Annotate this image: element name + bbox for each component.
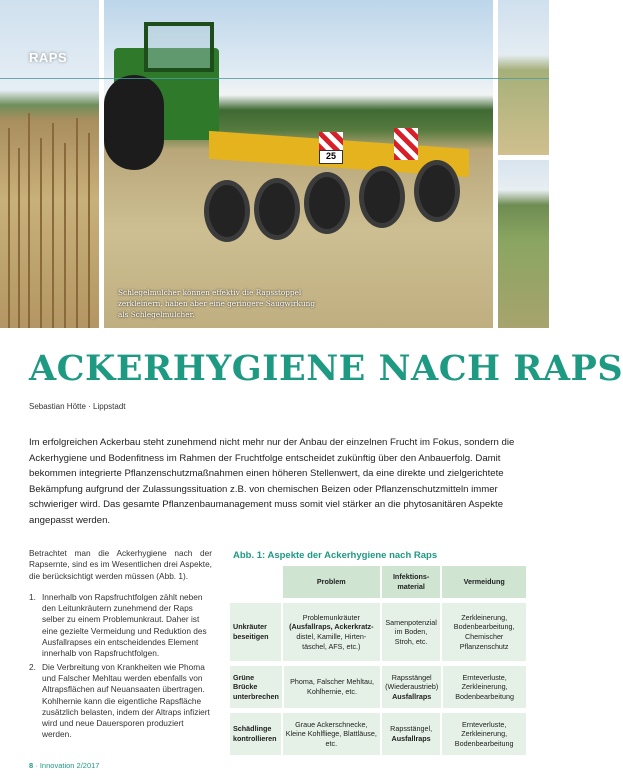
photo-tractor-mulcher (104, 0, 493, 328)
table-header-cell: Infektions-material (382, 566, 440, 598)
aspects-table (229, 566, 527, 755)
photo-strip (0, 0, 549, 328)
table-row (229, 603, 527, 661)
table-header-cell (230, 566, 281, 598)
table-cell-problem: Graue Ackerschnecke, Kleine Kohlfliege, Blattläuse, etc. (283, 713, 380, 755)
table-cell-aspect: Unkräuter beseitigen (230, 603, 281, 661)
mulcher-wheel (254, 178, 300, 240)
table-cell-problem: Problemunkräuter (Ausfallraps, Ackerkratz- distel, Kamille, Hirten- täschel, AFS, etc.) (283, 603, 380, 661)
issue-label: Innovation 2/2017 (39, 761, 100, 770)
section-label: RAPS (29, 50, 68, 65)
list-item: 1. Innerhalb von Rapsfruchtfolgen zählt neben den Leitunkräutern zunehmend der Raps selber zu einem Problemunkraut. Daher ist eine gezielte Vermeidung und Reduktion des Ausfallrapses ein entscheidendes Element innerhalb von Rapsfruchtfolgen. (29, 591, 207, 659)
table-row (229, 666, 527, 708)
table-cell-aspect: Schädlinge kontrollieren (230, 713, 281, 755)
table-row (229, 713, 527, 755)
list-item: 2. Die Verbreitung von Krankheiten wie Phoma und Falscher Mehltau werden ebenfalls von Altrapsflächen auf Neuansaaten übertragen. Kohlhernie kann die eigentliche Rapsfläche zusätzlich belasten, indem der Altraps infiziert wird und neue Dauersporen produziert werden. (29, 661, 210, 740)
article-title: ACKERHYGIENE NACH RAPS (29, 348, 623, 389)
mulcher-wheel (359, 166, 405, 228)
warning-sign (394, 128, 418, 160)
body-column (29, 548, 212, 743)
table-cell-material: Rapsstängel, Ausfallraps (382, 713, 440, 755)
photo-right-bottom (498, 160, 549, 328)
header-rule (0, 78, 549, 79)
lead-paragraph: Im erfolgreichen Ackerbau steht zunehmend nicht mehr nur der Anbau der einzelnen Frucht im Fokus, sondern die Ackerhygiene und Bodenfitness im Rahmen der Fruchtfolge entscheidet zukünftig über den Anbauerfolg. Damit bekommen integrierte Pflanzenschutzmaßnahmen einen höheren Stellenwert, da eine direkte und zielgerichtete Bekämpfung aufgrund der Zulassungssituation z.B. von chemischen Beizen oder Pflanzenschutzmitteln immer schwieriger wird. Das gesamte Pflanzenbaumanagement muss somit viel stärker an die phytosanitären Aspekte angepasst werden. (29, 437, 515, 526)
mulcher-wheel (204, 180, 250, 242)
table-header-row (229, 566, 527, 598)
table-cell-avoid: Ernteverluste, Zerkleinerung, Bodenbearbeitung (442, 713, 526, 755)
table-cell-aspect: Grüne Brücke unterbrechen (230, 666, 282, 708)
tractor-wheel (104, 75, 164, 170)
mulcher-wheel (414, 160, 460, 222)
table-cell-avoid: Zerkleinerung, Bodenbearbeitung, Chemischer Pflanzenschutz (442, 603, 526, 661)
tractor-cab (144, 22, 214, 72)
page-footer: 8 · Innovation 2/2017 (29, 761, 100, 770)
photo-caption: Schlegelmulcher können effektiv die Rapsstoppel zerkleinern, haben aber eine geringere Saugwirkung als Schlegelmulcher. (118, 288, 316, 319)
page-number: 8 (29, 761, 34, 770)
table-cell-avoid: Ernteverluste, Zerkleinerung, Bodenbearbeitung (443, 666, 526, 708)
table-title: Abb. 1: Aspekte der Ackerhygiene nach Raps (233, 550, 438, 561)
table-cell-material: Samenpotenzial im Boden, Stroh, etc. (382, 603, 440, 661)
table-header-cell: Problem (283, 566, 380, 598)
aspect-list (29, 592, 212, 741)
table-cell-problem: Phoma, Falscher Mehltau, Kohlhernie, etc. (284, 666, 380, 708)
intro-paragraph: Betrachtet man die Ackerhygiene nach der Rapsernte, sind es im Wesentlichen drei Aspekte, die berücksichtigt werden müssen (Abb. 1). (29, 548, 212, 581)
speed-sign: 25 (319, 150, 343, 164)
author-line: Sebastian Hötte · Lippstadt (29, 402, 126, 411)
mulcher-wheel (304, 172, 350, 234)
table-header-cell: Vermeidung (442, 566, 526, 598)
table-cell-material: Rapsstängel (Wiederaustrieb) Ausfallraps (382, 666, 441, 708)
